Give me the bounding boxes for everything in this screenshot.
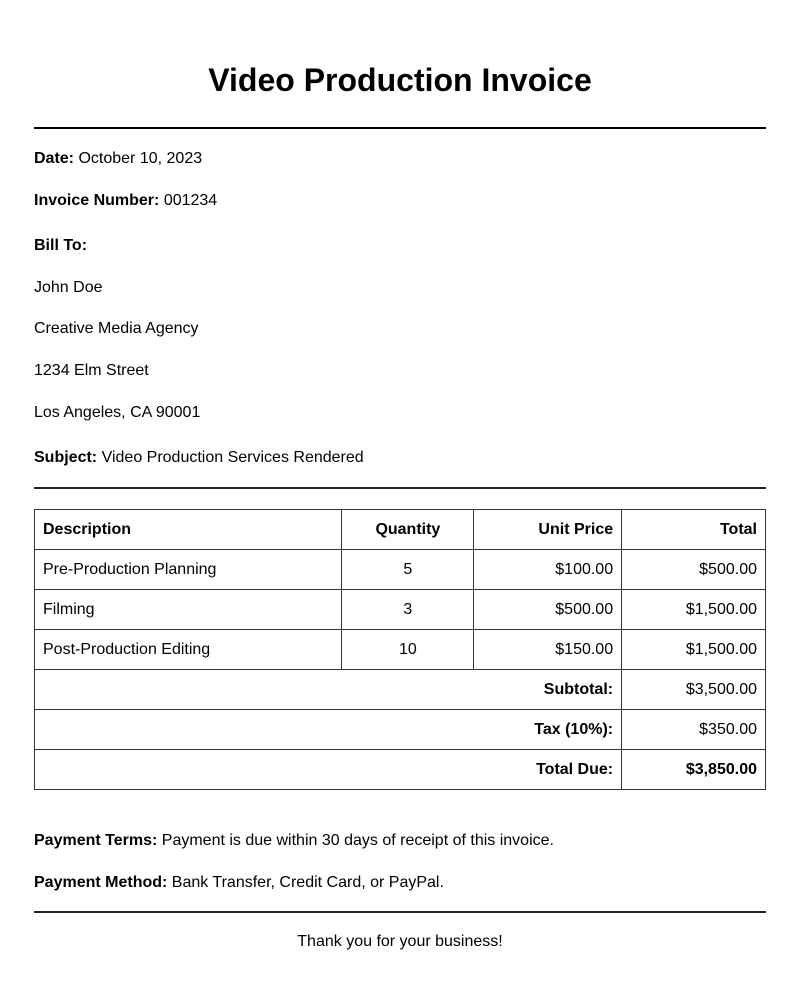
- footer-divider: [34, 911, 766, 913]
- row-quantity: 5: [342, 550, 474, 590]
- tax-row: [35, 710, 766, 750]
- invoice-subject: [34, 448, 364, 468]
- subject-value: Video Production Services Rendered: [101, 449, 364, 466]
- subject-label: Subject:: [34, 449, 98, 466]
- page-title: Video Production Invoice: [208, 62, 592, 98]
- row-description: Filming: [35, 590, 342, 630]
- tax-label: Tax (10%):: [35, 710, 622, 750]
- table-row: [35, 630, 766, 670]
- payment-method-label: Payment Method:: [34, 874, 168, 891]
- row-quantity: 3: [342, 590, 474, 630]
- row-quantity: 10: [342, 630, 474, 670]
- total-due-value: $3,850.00: [622, 750, 766, 790]
- bill-to-heading: [34, 236, 87, 256]
- subtotal-label: Subtotal:: [35, 670, 622, 710]
- thank-you-note: Thank you for your business!: [297, 933, 503, 950]
- header-total: Total: [622, 510, 766, 550]
- row-unit-price: $500.00: [474, 590, 622, 630]
- row-description: Post-Production Editing: [35, 630, 342, 670]
- bill-to-company: Creative Media Agency: [34, 320, 199, 337]
- invoice-date: [34, 149, 202, 169]
- payment-terms: [34, 831, 554, 851]
- table-row: [35, 550, 766, 590]
- header-quantity: Quantity: [342, 510, 474, 550]
- table-header-row: [35, 510, 766, 550]
- row-total: $500.00: [622, 550, 766, 590]
- bill-to-street: 1234 Elm Street: [34, 362, 149, 379]
- bill-to-name: John Doe: [34, 279, 103, 296]
- header-unit-price: Unit Price: [474, 510, 622, 550]
- bill-to-label: Bill To:: [34, 237, 88, 254]
- header-divider: [34, 127, 766, 129]
- date-value: October 10, 2023: [78, 150, 203, 167]
- payment-terms-label: Payment Terms:: [34, 832, 158, 849]
- payment-method-value: Bank Transfer, Credit Card, or PayPal.: [171, 874, 444, 891]
- total-due-row: [35, 750, 766, 790]
- row-unit-price: $100.00: [474, 550, 622, 590]
- date-label: Date:: [34, 150, 75, 167]
- row-total: $1,500.00: [622, 590, 766, 630]
- payment-method: [34, 873, 444, 893]
- subtotal-value: $3,500.00: [622, 670, 766, 710]
- bill-to-city: Los Angeles, CA 90001: [34, 404, 201, 421]
- invoice-number: [34, 191, 217, 211]
- invoice-number-label: Invoice Number:: [34, 192, 160, 209]
- row-total: $1,500.00: [622, 630, 766, 670]
- header-description: Description: [35, 510, 342, 550]
- total-due-label: Total Due:: [35, 750, 622, 790]
- line-items-table: [34, 509, 766, 790]
- subtotal-row: [35, 670, 766, 710]
- row-unit-price: $150.00: [474, 630, 622, 670]
- row-description: Pre-Production Planning: [35, 550, 342, 590]
- table-row: [35, 590, 766, 630]
- invoice-number-value: 001234: [163, 192, 218, 209]
- tax-value: $350.00: [622, 710, 766, 750]
- payment-terms-value: Payment is due within 30 days of receipt of this invoice.: [161, 832, 554, 849]
- subject-divider: [34, 487, 766, 489]
